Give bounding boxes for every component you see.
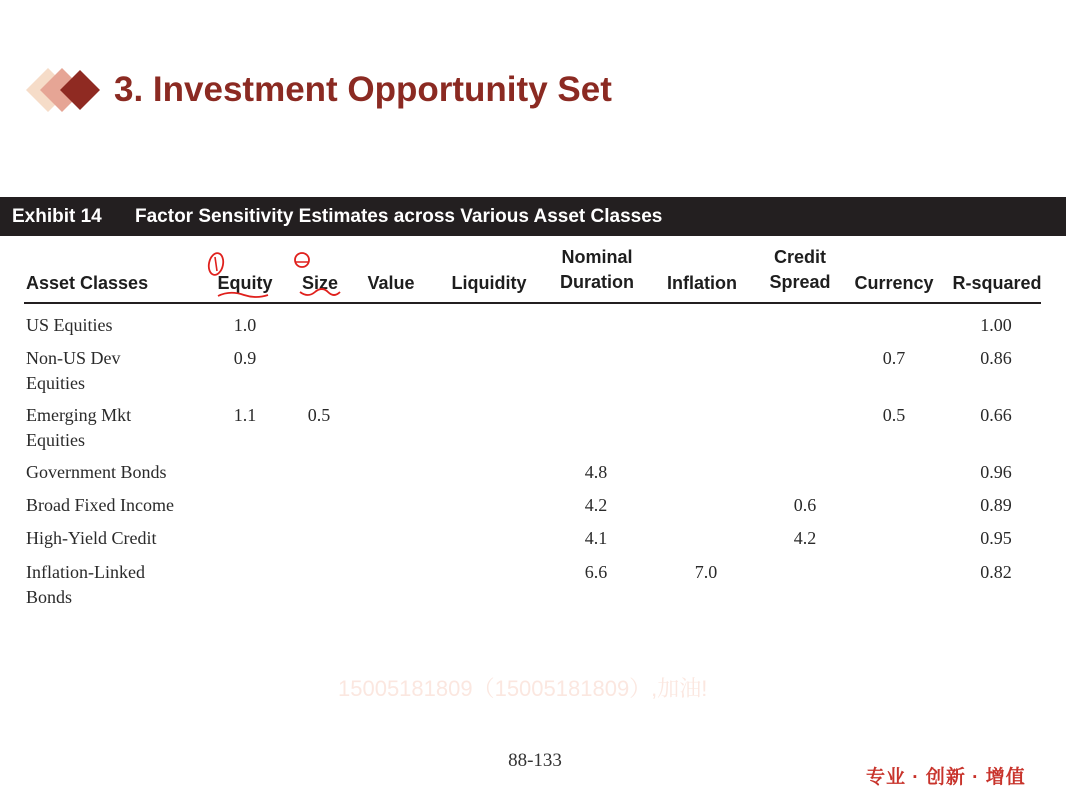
watermark: 15005181809（15005181809）,加油! — [338, 676, 708, 701]
row-label: Inflation-Linked Bonds — [26, 562, 145, 607]
header-nominal-duration: Nominal Duration — [560, 247, 634, 292]
header-equity: Equity — [217, 273, 273, 293]
cell-inflation: 7.0 — [694, 562, 718, 582]
handwritten-annotation-icon — [200, 250, 350, 300]
cell-r-squared: 0.89 — [980, 495, 1012, 515]
header-currency: Currency — [854, 273, 934, 293]
logo-diamonds-icon — [26, 64, 110, 120]
exhibit-label: Exhibit 14 — [12, 205, 102, 227]
header-liquidity: Liquidity — [451, 273, 527, 293]
cell-r-squared: 0.82 — [980, 562, 1012, 582]
slide-title: 3. Investment Opportunity Set — [114, 70, 612, 109]
cell-r-squared: 0.96 — [980, 462, 1012, 482]
cell-r-squared: 0.86 — [980, 348, 1012, 368]
header-asset-classes: Asset Classes — [26, 273, 149, 293]
cell-nominal-duration: 4.2 — [584, 495, 608, 515]
cell-equity: 0.9 — [233, 348, 257, 368]
slogan: 专业 · 创新 · 增值 — [866, 767, 1026, 788]
header-rule — [24, 302, 1041, 304]
exhibit-header — [0, 197, 1066, 236]
cell-credit-spread: 0.6 — [793, 495, 817, 515]
cell-currency: 0.7 — [882, 348, 906, 368]
cell-credit-spread: 4.2 — [793, 528, 817, 548]
row-label: US Equities — [26, 315, 113, 335]
header-r-squared: R-squared — [952, 273, 1042, 293]
header-credit-spread: Credit Spread — [769, 247, 831, 292]
page-number: 88-133 — [508, 750, 562, 771]
row-label: High-Yield Credit — [26, 528, 157, 548]
header-inflation: Inflation — [667, 273, 737, 293]
cell-nominal-duration: 6.6 — [584, 562, 608, 582]
row-label: Emerging Mkt Equities — [26, 405, 132, 450]
cell-currency: 0.5 — [882, 405, 906, 425]
cell-size: 0.5 — [307, 405, 331, 425]
cell-equity: 1.0 — [233, 315, 257, 335]
cell-r-squared: 1.00 — [980, 315, 1012, 335]
cell-nominal-duration: 4.1 — [584, 528, 608, 548]
exhibit-caption: Factor Sensitivity Estimates across Various Asset Classes — [135, 205, 663, 227]
cell-equity: 1.1 — [233, 405, 257, 425]
row-label: Non-US Dev Equities — [26, 348, 121, 393]
cell-r-squared: 0.66 — [980, 405, 1012, 425]
header-value: Value — [367, 273, 415, 293]
row-label: Government Bonds — [26, 462, 167, 482]
row-label: Broad Fixed Income — [26, 495, 174, 515]
header-size: Size — [301, 273, 339, 293]
cell-r-squared: 0.95 — [980, 528, 1012, 548]
cell-nominal-duration: 4.8 — [584, 462, 608, 482]
